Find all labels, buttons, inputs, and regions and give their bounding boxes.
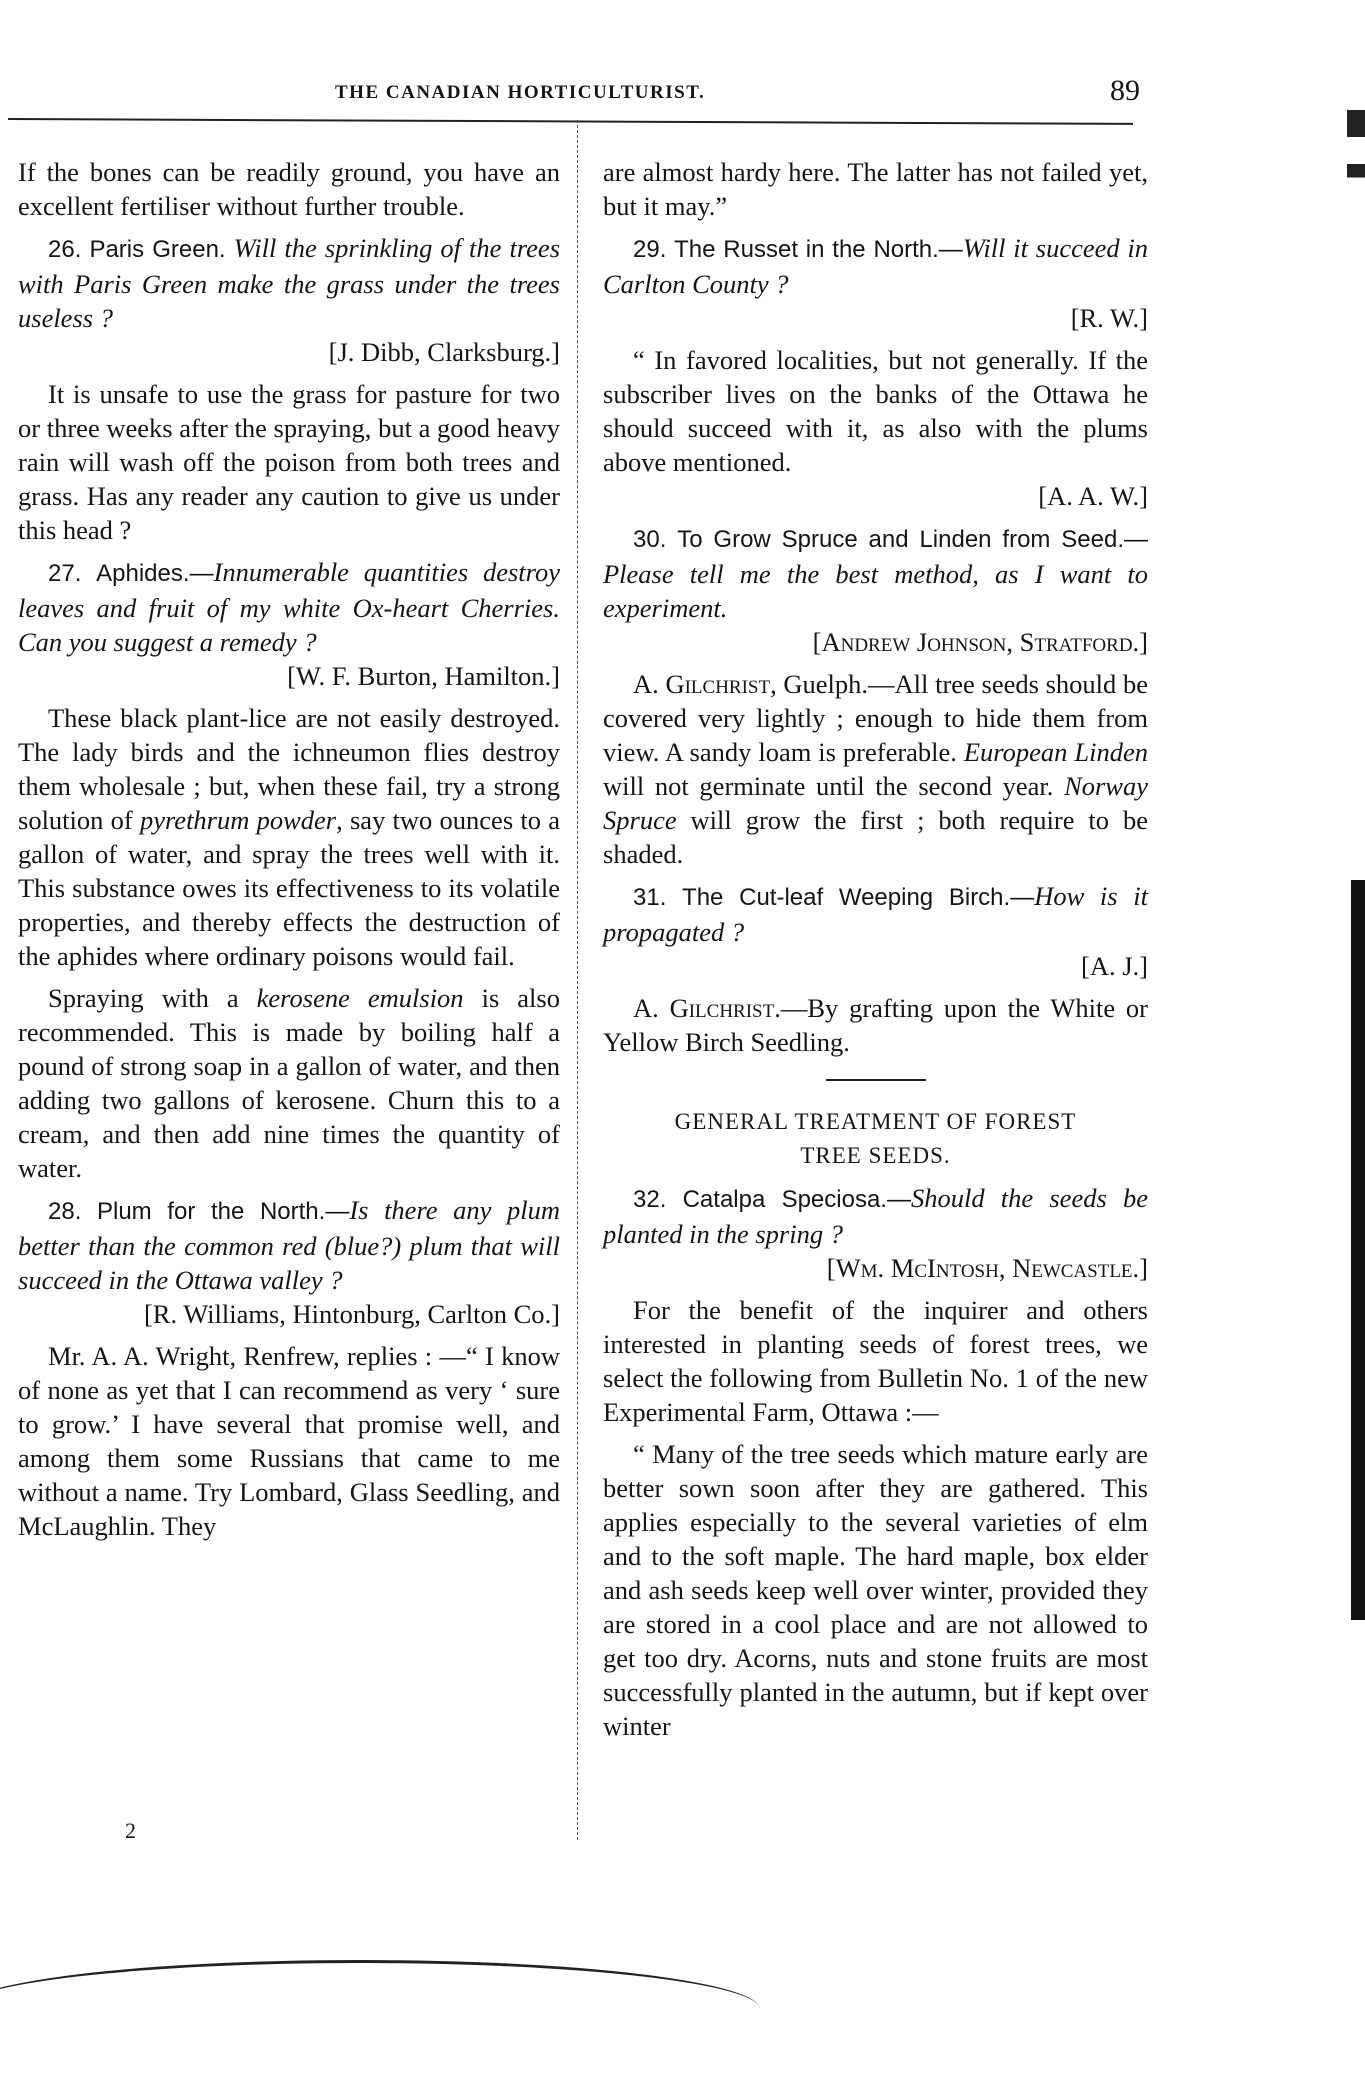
answer-27-part-1: [18, 701, 560, 973]
question-title: Plum for the North.—: [96, 1198, 350, 1225]
question-asker: [J. Dibb, Clarksburg.]: [328, 337, 560, 367]
question-30: [603, 521, 1148, 659]
answer-text: will not germinate until the second year.: [603, 771, 1065, 801]
answer-31: [603, 991, 1148, 1059]
question-text: Will the sprinkling of the trees with Paris Green make the grass under the trees useless ?: [18, 233, 561, 333]
question-28: [18, 1193, 560, 1331]
question-number: 28.: [48, 1198, 82, 1225]
question-number: 30.: [633, 526, 667, 553]
page-number: 89: [1110, 74, 1140, 107]
answer-italic: Norway Spruce: [603, 771, 1148, 835]
question-32: [603, 1181, 1148, 1285]
section-heading-line-1: GENERAL TREATMENT OF FOREST: [674, 1109, 1077, 1134]
question-text: Will it succeed in Carlton County ?: [603, 233, 1148, 299]
answer-italic: European Linden: [963, 737, 1148, 767]
question-text: How is it propagated ?: [603, 881, 1148, 947]
question-text: Please tell me the best method, as I want to experiment.: [603, 559, 1148, 623]
column-divider: [577, 120, 578, 1840]
question-asker: [Wm. McIntosh, Newcastle.]: [826, 1253, 1148, 1283]
question-asker: [R. W.]: [1070, 303, 1148, 333]
intro-paragraph: If the bones can be readily ground, you have an excellent fertiliser without further trouble.: [18, 157, 560, 221]
answer-signature: [A. A. W.]: [1038, 481, 1148, 511]
question-27: [18, 555, 560, 693]
question-text: Is there any plum better than the common red (blue?) plum that will succeed in the Ottawa valley ?: [18, 1195, 560, 1295]
question-number: 32.: [633, 1186, 667, 1213]
section-heading: [603, 1105, 1148, 1173]
question-number: 27.: [48, 560, 82, 587]
answer-author: A. Gilchrist: [633, 669, 771, 699]
question-29: [603, 231, 1148, 335]
question-text: Should the seeds be planted in the spring ?: [603, 1183, 1148, 1249]
question-asker: [W. F. Burton, Hamilton.]: [287, 661, 560, 691]
answer-27-part-2: [18, 981, 560, 1185]
section-heading-line-2: TREE SEEDS.: [800, 1143, 951, 1168]
question-asker: [A. J.]: [1081, 951, 1148, 981]
continued-paragraph: are almost hardy here. The latter has not failed yet, but it may.”: [603, 157, 1148, 221]
answer-italic: pyrethrum powder: [139, 805, 337, 835]
answer-text: Spraying with a: [48, 983, 257, 1013]
answer-26: It is unsafe to use the grass for pasture for two or three weeks after the spraying, but a good heavy rain will wash off the poison from both trees and grass. Has any reader any caution to give us under this head ?: [18, 379, 560, 545]
question-26: [18, 231, 560, 369]
scan-edge-mark: [1347, 110, 1365, 200]
answer-text: , Guelph.—All tree seeds should be covered very lightly ; enough to hide them from view. A sandy loam is preferable.: [603, 669, 1148, 767]
question-title: Paris Green.: [89, 236, 226, 263]
question-text: Innumerable quantities destroy leaves and fruit of my white Ox-heart Cherries. Can you suggest a remedy ?: [18, 557, 560, 657]
journal-title: THE CANADIAN HORTICULTURIST.: [335, 82, 706, 103]
answer-30: [603, 667, 1148, 871]
answer-italic: kerosene emulsion: [256, 983, 464, 1013]
question-number: 26.: [48, 236, 82, 263]
section-rule: [826, 1079, 926, 1081]
answer-text: .—By grafting upon the White or Yellow Birch Seedling.: [603, 993, 1149, 1057]
question-31: [603, 879, 1148, 983]
question-title: The Russet in the North.—: [674, 236, 963, 263]
answer-text: “ In favored localities, but not generally. If the subscriber lives on the banks of the Ottawa he should succeed with it, as also with the plums above mentioned.: [603, 345, 1148, 477]
question-number: 31.: [633, 884, 667, 911]
answer-29: [603, 343, 1148, 513]
question-asker: [Andrew Johnson, Stratford.]: [812, 627, 1148, 657]
answer-28: Mr. A. A. Wright, Renfrew, replies : —“ I know of none as yet that I can recommend as very ‘ sure to grow.’ I have several that promise well, and among them some Russians that came to me without a name. Try Lombard, Glass Seedling, and McLaughlin. They: [18, 1341, 560, 1541]
answer-32-part-2: “ Many of the tree seeds which mature early are better sown soon after they are gathered. This applies especially to the several varieties of elm and to the soft maple. The hard maple, box elder and ash seeds keep well over winter, provided they are stored in a cool place and are not allowed to get too dry. Acorns, nuts and stone fruits are most successfully planted in the autumn, but if kept over winter: [603, 1439, 1148, 1741]
scan-edge-bar: [1351, 880, 1365, 1620]
left-column: [18, 155, 560, 1551]
running-head: [0, 72, 1150, 122]
answer-text: is also recommended. This is made by boiling half a pound of strong soap in a gallon of water, and then adding two gallons of kerosene. Churn this to a cream, and then add nine times the quantity of water.: [18, 983, 560, 1183]
answer-32-part-1: For the benefit of the inquirer and others interested in planting seeds of forest trees, we select the following from Bulletin No. 1 of the new Experimental Farm, Ottawa :—: [603, 1295, 1148, 1427]
question-title: Aphides.—: [96, 560, 214, 587]
question-asker: [R. Williams, Hintonburg, Carlton Co.]: [143, 1299, 560, 1329]
right-column: [603, 155, 1148, 1751]
question-title: The Cut-leaf Weeping Birch.—: [682, 884, 1035, 911]
answer-author: A. Gilchrist: [633, 993, 775, 1023]
scan-page-curl: [0, 1960, 760, 2083]
question-title: Catalpa Speciosa.—: [682, 1186, 911, 1213]
answer-text: These black plant-lice are not easily destroyed. The lady birds and the ichneumon flies destroy them wholesale ; but, when these fail, try a strong solution of: [18, 703, 560, 835]
answer-text: will grow the first ; both require to be shaded.: [603, 805, 1148, 869]
question-number: 29.: [633, 236, 667, 263]
answer-text: , say two ounces to a gallon of water, and spray the trees well with it. This substance owes its effectiveness to its volatile properties, and thereby effects the destruction of the aphides where ordinary poisons would fail.: [18, 805, 560, 971]
question-title: To Grow Spruce and Linden from Seed.—: [677, 526, 1148, 553]
printer-signature-mark: 2: [125, 1818, 136, 1843]
